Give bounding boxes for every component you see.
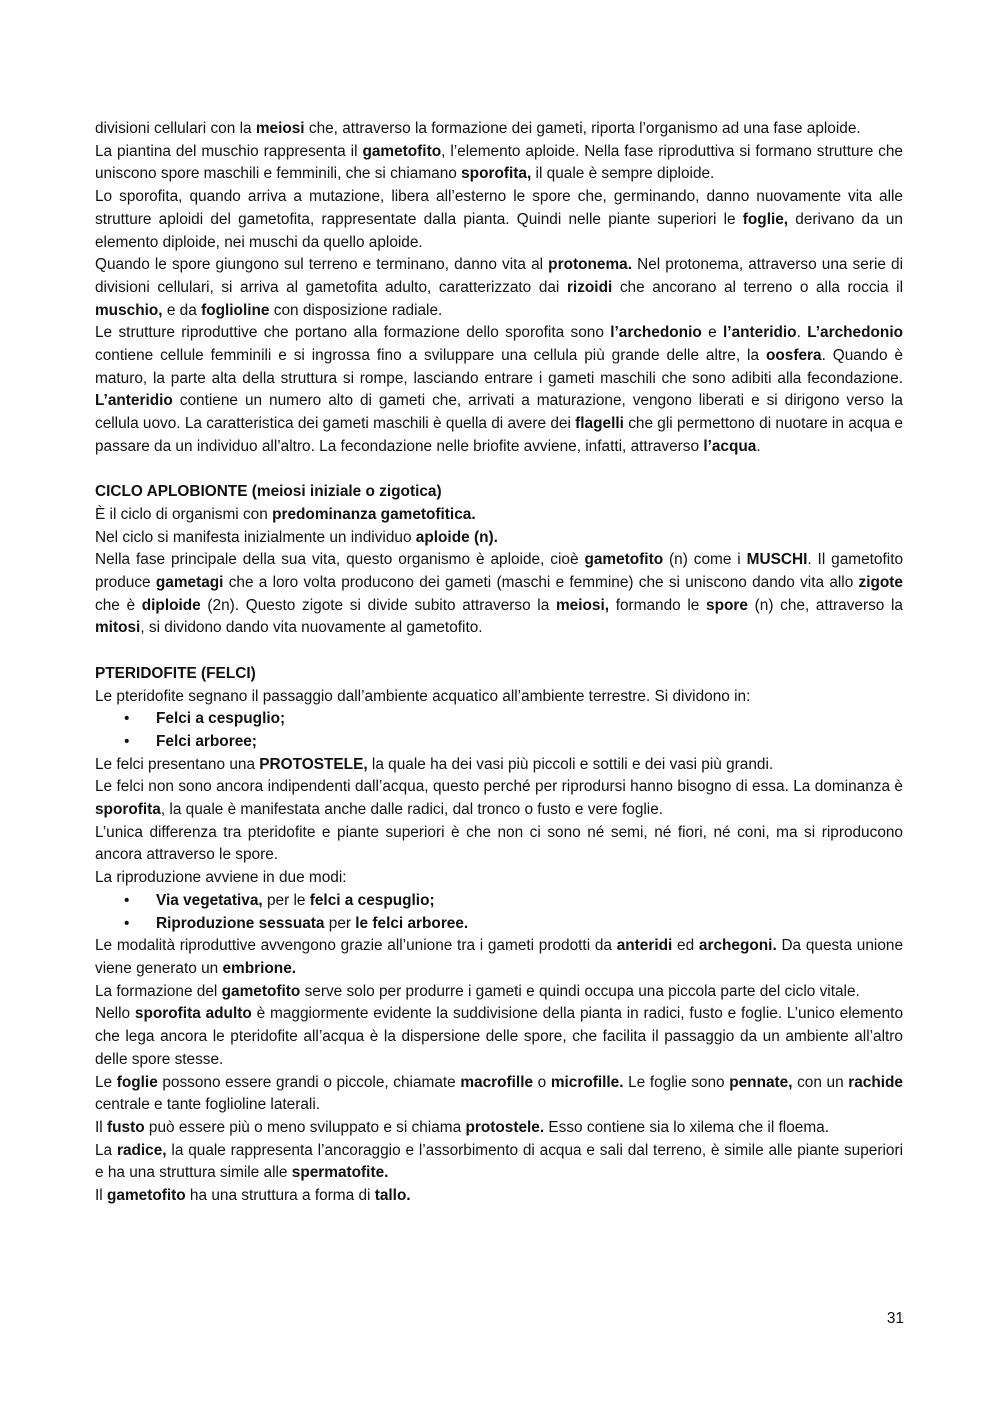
text-run: La formazione del [95, 982, 222, 1000]
paragraph [95, 254, 903, 322]
bold-term: gametofito [362, 142, 442, 160]
text-run: o [533, 1073, 551, 1091]
text-run: , si dividono dando vita nuovamente al gametofito. [140, 619, 483, 637]
text-run: ha una struttura a forma di [185, 1187, 375, 1205]
bold-term: flagelli [575, 415, 624, 433]
text-run: con un [792, 1073, 849, 1091]
text-run: La piantina del muschio rappresenta il [95, 142, 363, 160]
intro-block [95, 118, 903, 459]
list-item [95, 708, 903, 731]
bold-term: felci a cespuglio; [309, 891, 435, 909]
text-run: ed [672, 937, 699, 955]
text-run: è maggiormente evidente la suddivisione della pianta in radici, fusto e foglie. L’unico elemento che lega ancora le pteridofite all’acqua è la dispersione delle spore, che facilita il passaggio da un ambiente all’altro delle spore stesse. [95, 1005, 903, 1068]
section-heading: PTERIDOFITE (FELCI) [95, 664, 256, 682]
text-run: La riproduzione avviene in due modi: [95, 869, 347, 887]
text-run: che è [95, 596, 142, 614]
text-run: Nel protonema, attraverso una serie di divisioni cellulari, si arriva al gametofita adulto, caratterizzato dai [95, 256, 903, 296]
section-heading: CICLO APLOBIONTE (meiosi iniziale o zigotica) [95, 483, 442, 501]
text-run: Le pteridofite segnano il passaggio dall’ambiente acquatico all’ambiente terrestre. Si dividono in: [95, 687, 751, 705]
paragraph [95, 822, 903, 867]
text-run: centrale e tante foglioline laterali. [95, 1096, 321, 1114]
bold-term: meiosi, [555, 596, 610, 614]
paragraph [95, 186, 903, 254]
bold-term: l’archedonio [610, 324, 702, 342]
bold-term: foglie [116, 1073, 158, 1091]
text-run: derivano da un elemento diploide, nei muschi da quello aploide. [95, 210, 903, 251]
bold-term: l’anteridio [723, 324, 797, 342]
bold-term: diploide [141, 596, 201, 614]
paragraph [95, 118, 903, 141]
text-run: , l’elemento aploide. Nella fase riproduttiva si formano strutture che uniscono spore maschili e femminili, che si chiamano [95, 142, 903, 183]
bold-term: L’anteridio [95, 392, 173, 410]
text-run: serve solo per produrre i gameti e quindi occupa una piccola parte del ciclo vitale. [300, 982, 860, 1000]
text-run: Esso contiene sia lo xilema che il floema. [544, 1118, 829, 1136]
bold-term: mitosi [95, 619, 141, 637]
text-run: Lo sporofita, quando arriva a mutazione, libera all’esterno le spore che, germinando, danno nuovamente vita alle strutture aploidi del gametofita, rappresentate dalla pianta. Quindi nelle piante superiori le [95, 188, 903, 228]
bold-term: oosfera [765, 347, 822, 365]
text-run: La [95, 1141, 117, 1159]
paragraph [95, 776, 903, 821]
text-run: contiene un numero alto di gameti che, arrivati a maturazione, vengono liberati e si dirigono verso la cellula uovo. La caratteristica dei gameti maschili è quella di avere dei [95, 392, 903, 433]
paragraph [95, 754, 903, 777]
text-run: Le [95, 1073, 117, 1091]
bold-term: predominanza gametofitica. [272, 505, 476, 523]
text-run: con disposizione radiale. [269, 301, 443, 319]
paragraph [95, 935, 903, 980]
bold-term: protonema. [548, 256, 632, 274]
text-run: . Il gametofito produce [95, 551, 904, 592]
paragraph [95, 867, 903, 890]
bold-term: Felci a cespuglio; [156, 710, 286, 728]
bold-term: microfille. [550, 1073, 624, 1091]
text-run: la quale ha dei vasi più piccoli e sottili e dei vasi più grandi. [367, 755, 774, 773]
text-run: per le [262, 891, 310, 909]
bold-term: Felci arboree; [156, 732, 257, 750]
text-run: . [796, 324, 808, 342]
text-run: che a loro volta producono dei gameti (maschi e femmine) che si uniscono dando vita allo [223, 574, 859, 592]
bold-term: PROTOSTELE, [259, 755, 368, 773]
bold-term: anteridi [616, 937, 673, 955]
text-run: che, attraverso la formazione dei gameti, riporta l’organismo ad una fase aploide. [304, 120, 861, 137]
text-run: (n) che, attraverso la [747, 596, 903, 614]
bold-term: embrione. [222, 959, 297, 977]
bold-term: spermatofite. [291, 1164, 389, 1182]
text-run: È il ciclo di organismi con [95, 505, 273, 523]
bold-term: macrofille [460, 1073, 534, 1091]
bold-term: protostele. [465, 1118, 545, 1136]
paragraph [95, 686, 903, 709]
text-run: Nella fase principale della sua vita, questo organismo è aploide, cioè [95, 551, 585, 569]
text-run: Nel ciclo si manifesta inizialmente un individuo [95, 528, 416, 546]
bold-term: fusto [106, 1118, 145, 1136]
text-run: Le modalità riproduttive avvengono grazie all’unione tra i gameti prodotti da [95, 937, 617, 955]
document-page [95, 118, 903, 1208]
bold-term: Via vegetativa, [156, 891, 263, 909]
text-run: che ancorano al terreno o alla roccia il [612, 278, 903, 296]
text-run: Le strutture riproduttive che portano alla formazione dello sporofita sono [95, 324, 611, 342]
bold-term: Riproduzione sessuata [156, 914, 325, 932]
bold-term: l’acqua [703, 437, 757, 455]
bullet-list-felci-types [95, 708, 903, 753]
bold-term: pennate, [729, 1073, 793, 1091]
text-run: Quando le spore giungono sul terreno e terminano, danno vita al [95, 256, 549, 274]
bold-term: meiosi [255, 120, 305, 137]
text-run: (2n). Questo zigote si divide subito attraverso la [200, 596, 556, 614]
text-run: Le felci non sono ancora indipendenti dall’acqua, questo perché per riprodursi hanno bisogno di essa. La dominanza è [95, 778, 903, 796]
text-run: formando le [609, 596, 707, 614]
text-run: e da [162, 301, 202, 319]
list-item [95, 890, 903, 913]
text-run: che gli permettono di nuotare in acqua e passare da un individuo all’altro. La fecondazione nelle briofite avviene, infatti, attraverso [95, 415, 903, 455]
text-run: possono essere grandi o piccole, chiamate [157, 1073, 461, 1091]
text-run: divisioni cellulari con la [95, 120, 256, 137]
text-run: . [756, 437, 761, 455]
text-run: L’unica differenza tra pteridofite e piante superiori è che non ci sono né semi, né fiori, né coni, ma si riproducono ancora attraverso le spore. [95, 823, 903, 864]
list-item [95, 913, 903, 936]
page-number: 31 [886, 1310, 904, 1327]
section-pteridofite [95, 663, 903, 1208]
section-ciclo-aplobionte [95, 481, 903, 640]
paragraph [95, 981, 903, 1004]
bold-term: radice, [116, 1141, 167, 1159]
blank-line [95, 459, 903, 482]
bold-term: L’archedonio [807, 324, 903, 342]
text-run: Le felci presentano una [95, 755, 260, 773]
text-run: , la quale è manifestata anche dalle radici, dal tronco o fusto e vere foglie. [160, 801, 664, 819]
bold-term: zigote [858, 574, 903, 592]
paragraph [95, 504, 903, 527]
bold-term: spore [706, 596, 748, 614]
list-item [95, 731, 903, 754]
text-run: Il [95, 1118, 107, 1136]
bold-term: foglioline [201, 301, 270, 319]
bold-term: gametofito [221, 982, 301, 1000]
paragraph [95, 141, 903, 186]
bold-term: aploide (n). [415, 528, 498, 546]
text-run: contiene cellule femminili e si ingrossa fino a sviluppare una cellula più grande delle altre, la [95, 347, 766, 365]
text-run: Il [95, 1187, 107, 1205]
bold-term: gametofito [106, 1187, 186, 1205]
text-run: il quale è sempre diploide. [531, 165, 715, 183]
paragraph [95, 549, 903, 640]
text-run: per [324, 914, 356, 932]
bullet-list-riproduzione [95, 890, 903, 935]
text-run: . Quando è maturo, la parte alta della struttura si rompe, lasciando entrare i gameti maschili che sono adibiti alla fecondazione. [95, 347, 903, 387]
bold-term: gametofito [584, 551, 664, 569]
bold-term: gametagi [155, 574, 224, 592]
bold-term: sporofita [95, 801, 161, 819]
bold-term: le felci arboree. [355, 914, 469, 932]
text-run: Le foglie sono [623, 1073, 730, 1091]
paragraph [95, 1003, 903, 1071]
text-run: può essere più o meno sviluppato e si chiama [144, 1118, 466, 1136]
bold-term: tallo. [374, 1187, 411, 1205]
bold-term: MUSCHI [746, 551, 808, 569]
bold-term: muschio, [95, 301, 163, 319]
paragraph [95, 527, 903, 550]
text-run: Da questa unione viene generato un [95, 937, 903, 977]
paragraph [95, 322, 903, 458]
paragraph [95, 1140, 903, 1185]
blank-line [95, 640, 903, 663]
text-run: la quale rappresenta l’ancoraggio e l’assorbimento di acqua e sali dal terreno, è simile alle piante superiori e ha una struttura simile alle [95, 1141, 904, 1182]
text-run: (n) come i [663, 551, 747, 569]
text-run: e [701, 324, 724, 342]
paragraph [95, 1072, 903, 1117]
text-run: Nello [95, 1005, 135, 1023]
bold-term: rizoidi [566, 278, 613, 296]
paragraph [95, 1117, 903, 1140]
bold-term: rachide [848, 1073, 903, 1091]
bold-term: sporofita adulto [134, 1005, 252, 1023]
bold-term: foglie, [742, 210, 789, 228]
paragraph [95, 1185, 903, 1208]
bold-term: archegoni. [698, 937, 777, 955]
bold-term: sporofita, [461, 165, 532, 183]
